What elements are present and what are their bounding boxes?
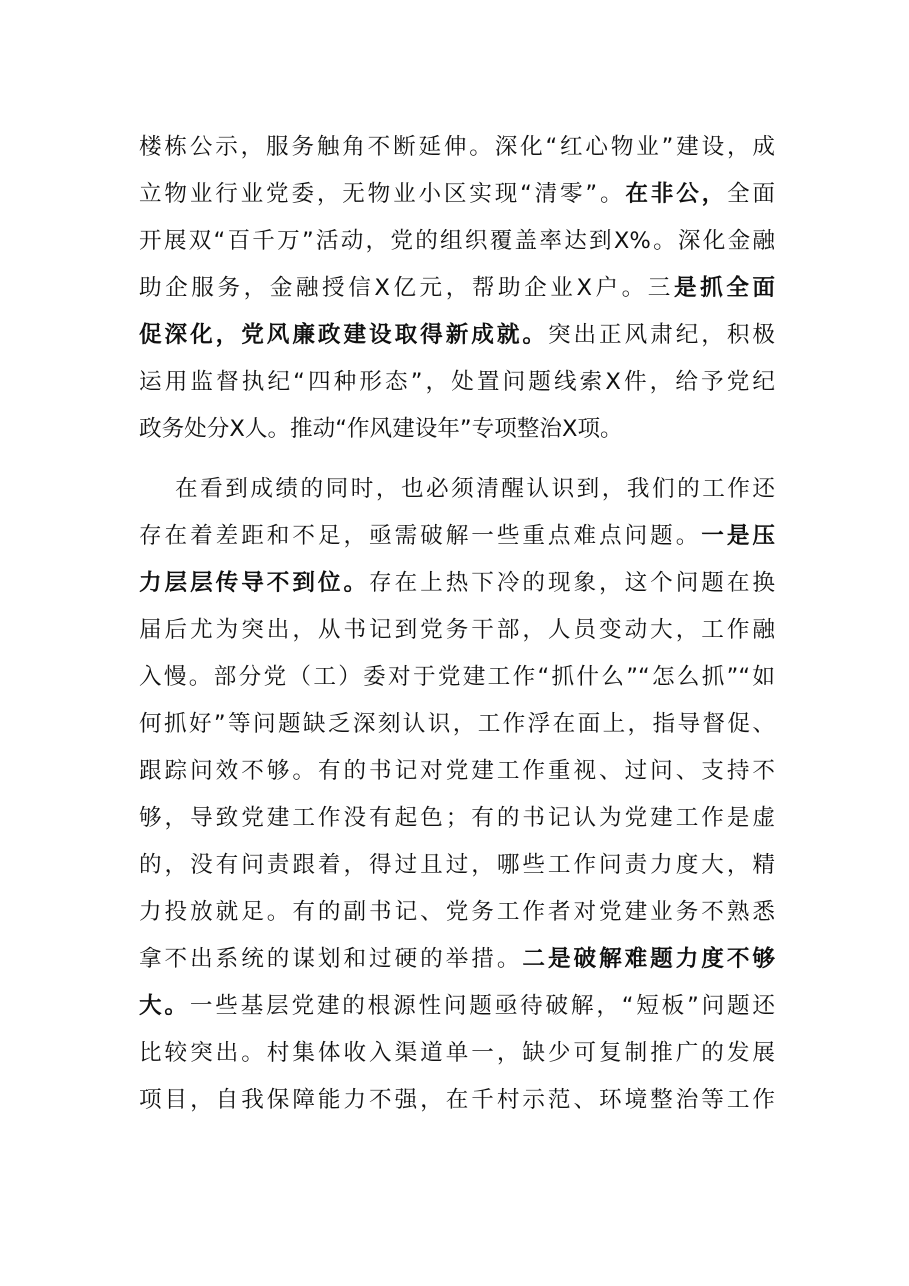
text-line <box>139 124 775 171</box>
text-run: 突出正风肃纪，积极 <box>547 322 775 348</box>
bold-text-run: 力层层传导不到位。 <box>139 570 370 596</box>
text-line <box>139 889 775 936</box>
bold-text-run: 一是压 <box>701 523 776 549</box>
text-run: 存在上热下冷的现象，这个问题在换 <box>369 570 776 596</box>
bold-text-run: 大。 <box>139 993 190 1019</box>
text-run: 楼栋公示，服务触角不断延伸。深化“红心物业”建设，成 <box>139 134 775 160</box>
text-run: 一些基层党建的根源性问题亟待破解，“短板”问题还 <box>189 993 776 1019</box>
text-line <box>139 842 775 889</box>
bold-text-run: 在非公， <box>625 181 728 207</box>
text-line <box>139 513 775 560</box>
text-run: 运用监督执纪“四种形态”，处置问题线索X件，给予党纪 <box>139 369 775 395</box>
text-line <box>139 1030 775 1077</box>
text-line <box>139 654 775 701</box>
text-run: 全面 <box>727 181 776 207</box>
text-run: 存在着差距和不足，亟需破解一些重点难点问题。 <box>139 523 702 549</box>
text-run: 力投放就足。有的副书记、党务工作者对党建业务不熟悉 <box>139 899 775 925</box>
text-run: 入慢。部分党（工）委对于党建工作“抓什么”“怎么抓”“如 <box>139 664 775 690</box>
paragraph <box>139 124 775 453</box>
text-run: 届后尤为突出，从书记到党务干部，人员变动大，工作融 <box>139 617 775 643</box>
text-run: 何抓好”等问题缺乏深刻认识，工作浮在面上，指导督促、 <box>139 711 775 737</box>
bold-text-run: 促深化，党风廉政建设取得新成就。 <box>139 322 548 348</box>
text-line <box>139 936 775 983</box>
text-line <box>139 607 775 654</box>
text-run: 项目，自我保障能力不强，在千村示范、环境整治等工作 <box>139 1087 775 1113</box>
text-line <box>139 701 775 748</box>
paragraph <box>139 466 775 1124</box>
paragraph-spacer <box>139 453 775 466</box>
text-line <box>139 218 775 265</box>
text-run: 政务处分X人。推动“作风建设年”专项整治X项。 <box>139 416 623 442</box>
text-run: 比较突出。村集体收入渠道单一，缺少可复制推广的发展 <box>139 1040 775 1066</box>
text-run: 够，导致党建工作没有起色；有的书记认为党建工作是虚 <box>139 805 775 831</box>
text-run: 跟踪问效不够。有的书记对党建工作重视、过问、支持不 <box>139 758 775 784</box>
text-line <box>139 312 775 359</box>
text-line <box>139 1077 775 1124</box>
text-line <box>139 795 775 842</box>
text-line <box>139 748 775 795</box>
text-run: 助企服务，金融授信X亿元，帮助企业X户。三 <box>139 275 674 301</box>
document-body <box>139 124 775 1124</box>
text-run: 开展双“百千万”活动，党的组织覆盖率达到X%。深化金融 <box>139 228 775 254</box>
text-run: 拿不出系统的谋划和过硬的举措。 <box>139 946 523 972</box>
bold-text-run: 是抓全面 <box>673 275 776 301</box>
text-line <box>139 560 775 607</box>
text-line <box>139 466 775 513</box>
text-line <box>139 406 775 453</box>
text-run: 立物业行业党委，无物业小区实现“清零”。 <box>139 181 626 207</box>
text-line <box>139 359 775 406</box>
text-run: 在看到成绩的同时，也必须清醒认识到，我们的工作还 <box>175 476 775 502</box>
text-run: 的，没有问责跟着，得过且过，哪些工作问责力度大，精 <box>139 852 775 878</box>
text-line <box>139 983 775 1030</box>
bold-text-run: 二是破解难题力度不够 <box>522 946 776 972</box>
text-line <box>139 265 775 312</box>
text-line <box>139 171 775 218</box>
